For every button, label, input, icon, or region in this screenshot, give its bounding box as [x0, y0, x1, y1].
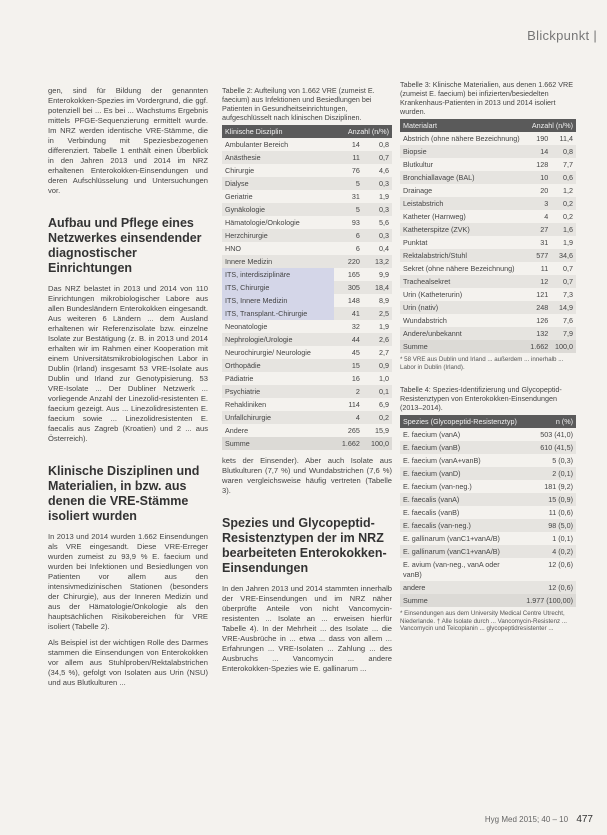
table-cell-count: 14: [351, 139, 360, 149]
table-cell-category: Ambulanter Bereich: [225, 139, 289, 149]
table-row: [222, 229, 392, 242]
table-cell-category: HNO: [225, 243, 241, 253]
table-cell-category: Bronchiallavage (BAL): [400, 171, 527, 184]
intro-paragraph: gen, sind für Bildung der genannten Enterokokken-Spezies im Vordergrund, die ggf. potenziell bei ... Es bei ... Wachstums Ergebnis mittels PFGE-Sequenzierung ermittelt wurde. Im NRZ werden identische VRE-Stämme, die in Verbindung mit Speziesbezogenen differenziert. Tabelle 1 enthält einen Überblick in den Jahren 2013 und 2014 im NRZ erhaltenen Enterokokken-Einsendungen und deren Aufschlüsselung und Untersuchungen vor.: [48, 86, 208, 195]
table-cell-percent: 1,9: [563, 237, 573, 247]
table3-caption: Tabelle 3: Klinische Materialien, aus denen 1.662 VRE (zumeist E. faecium) bei infizierten/besiedelten Krankenhaus-Patienten in 2013 und 2014 isoliert wurden.: [400, 80, 574, 116]
table-row: [400, 558, 576, 581]
table-cell-count: 15: [334, 359, 363, 372]
table-cell-percent: 1,9: [379, 321, 389, 331]
table-row: [222, 190, 392, 203]
table-cell-percent: 100,0: [551, 340, 576, 353]
table-cell-percent: 0,3: [363, 177, 392, 190]
table-cell-count: 4: [334, 411, 363, 424]
table-cell-category: Geriatrie: [225, 191, 253, 201]
table-cell-percent: 13,2: [363, 255, 392, 268]
table-cell-category: Summe: [400, 594, 523, 607]
table-cell-category: E. faecium (vanA): [403, 429, 461, 439]
table-cell-category: E. faecium (vanD): [400, 467, 523, 480]
table-cell-count: 4: [544, 211, 549, 221]
table-cell-category: Rehakliniken: [225, 399, 267, 409]
table-cell-percent: 0,7: [363, 151, 392, 164]
table-cell-category: ITS, Transplant.-Chirurgie: [222, 307, 334, 320]
table-row: [400, 249, 576, 262]
table-row: [400, 262, 576, 275]
table3-header-count: Anzahl (n/%): [527, 119, 577, 132]
table-row: [400, 275, 576, 288]
table-cell-count: 11: [334, 151, 363, 164]
table-row: [400, 480, 576, 493]
table-cell-category: E. faecium (vanB): [400, 441, 523, 454]
table-cell-count: 5: [334, 177, 363, 190]
table-cell-percent: 2,7: [379, 347, 389, 357]
table-cell-value: 2 (0,1): [523, 467, 576, 480]
table-cell-category: Wundabstrich: [403, 315, 447, 325]
table-cell-category: Blutkultur: [403, 159, 433, 169]
table-cell-count: 305: [334, 281, 363, 294]
network-paragraph: Das NRZ belastet in 2013 und 2014 von 110 Einrichtungen mikrobiologischer Labore aus allen Bundesländern Enterokokken eingesandt. Aus weiteren 6 Ländern ... dem Ausland erhaltenen wir Referenzisolate bzw. einzelne Isolate zur Bestätigung (z. B. in 2013 und 2014 erhalten wir im Rahmen einer Kooperation mit einem Universitätsmikrobiologischen Labor in Dublin (Irland) insgesamt 53 VRE-Isolate aus Dublin und Irland zur Genotypisierung. 53 VRE-Isolate ... Der Dubliner Netzwerk ... vorliegende Anzahl der Linezolid-resistenten E. faecium gezeigt. Aus ... Linezolidresistenten E. faecium sowie ... Linezolidresistenten E. faecalis aus Zagreb (Kroatien) und 2 ... aus Österreich).: [48, 284, 208, 443]
table-row: [222, 216, 392, 229]
table-cell-count: 31: [540, 237, 549, 247]
table-row: [400, 532, 576, 545]
table-cell-percent: 9,9: [379, 269, 389, 279]
table2-header-count: Anzahl (n/%): [334, 125, 392, 138]
table-cell-category: E. gallinarum (vanC1+vanA/B): [403, 533, 500, 543]
table-cell-percent: 0,8: [551, 145, 576, 158]
table-cell-category: Punktat: [403, 237, 428, 247]
table-row: [222, 307, 392, 320]
table-cell-count: 128: [536, 159, 549, 169]
table-cell-percent: 0,3: [363, 203, 392, 216]
table-cell-count: 12: [527, 275, 552, 288]
table-cell-category: Pädiatrie: [225, 373, 254, 383]
table-cell-count: 14: [527, 145, 552, 158]
table-cell-category: Dialyse: [222, 177, 334, 190]
table-cell-category: Unfallchirurgie: [222, 411, 334, 424]
table-disciplines: [222, 125, 392, 450]
table-cell-category: Leistabstrich: [400, 197, 527, 210]
table-cell-count: 3: [527, 197, 552, 210]
table-row: [400, 545, 576, 558]
table-cell-count: 248: [527, 301, 552, 314]
table-cell-category: Nephrologie/Urologie: [222, 333, 334, 346]
table-cell-count: 148: [347, 295, 360, 305]
table-cell-category: Katheterspitze (ZVK): [400, 223, 527, 236]
table-row: [222, 151, 392, 164]
table-cell-count: 16: [351, 373, 360, 383]
table-species: [400, 415, 576, 607]
table-cell-percent: 0,3: [363, 229, 392, 242]
table-row: [222, 242, 392, 255]
table-cell-category: ITS, Chirurgie: [222, 281, 334, 294]
table4-caption: Tabelle 4: Spezies-Identifizierung und Glycopeptid-Resistenztypen von Enterokokken-Einsendungen (2013–2014).: [400, 385, 562, 412]
table-cell-percent: 0,2: [563, 211, 573, 221]
table-row: [400, 467, 576, 480]
table-cell-percent: 0,9: [363, 359, 392, 372]
table-cell-category: Neurochirurgie/ Neurologie: [225, 347, 311, 357]
table-cell-category: Innere Medizin: [222, 255, 334, 268]
table-row: [222, 411, 392, 424]
table-row: [222, 372, 392, 385]
table-cell-category: Andere: [225, 425, 249, 435]
table-row: [222, 268, 392, 281]
table-cell-count: 27: [527, 223, 552, 236]
table-row: [400, 223, 576, 236]
table-cell-count: 76: [351, 165, 360, 175]
after-table-paragraph: kets der Einsender). Aber auch Isolate aus Blutkulturen (7,7 %) und Wundabstrichen (7,6 %) waren vergleichsweise häufig vertreten (Tabelle 3).: [222, 456, 392, 495]
table-row: [222, 359, 392, 372]
table-cell-category: E. faecalis (van-neg.): [400, 519, 523, 532]
table-cell-category: Trachealsekret: [400, 275, 527, 288]
table-cell-category: andere: [400, 581, 523, 594]
table-cell-category: Rektalabstrich/Stuhl: [400, 249, 527, 262]
table-row: [222, 177, 392, 190]
table-cell-category: Psychiatrie: [222, 385, 334, 398]
table-cell-count: 114: [348, 399, 360, 409]
disciplines-paragraph-2: Als Beispiel ist der wichtigen Rolle des Darmes stammen die Einsendungen von Enterokokken vor allem aus Stuhlproben/Rektalabstrichen (34,5 %), gefolgt von Isolaten aus Urin (NSU) und aus Blutkulturen ...: [48, 638, 208, 687]
table-cell-count: 1.662: [334, 437, 363, 450]
table-row: [222, 138, 392, 151]
table-cell-category: Anästhesie: [222, 151, 334, 164]
table-cell-percent: 1,6: [551, 223, 576, 236]
text-column-3: [400, 80, 576, 633]
table-cell-category: Biopsie: [400, 145, 527, 158]
table-row: [400, 327, 576, 340]
table-row: [400, 210, 576, 223]
table-cell-count: 577: [527, 249, 552, 262]
table-cell-percent: 5,6: [379, 217, 389, 227]
table-cell-count: 31: [351, 191, 360, 201]
table-cell-count: 1.662: [527, 340, 552, 353]
table-cell-count: 265: [347, 425, 360, 435]
table-row: [400, 506, 576, 519]
table-cell-count: 2: [334, 385, 363, 398]
table-row: [222, 281, 392, 294]
table3-footnote: * 58 VRE aus Dublin und Irland ... außerdem ... innerhalb ... Labor in Dublin (Irland).: [400, 356, 564, 371]
table-cell-value: 4 (0,2): [523, 545, 576, 558]
table-row: [400, 132, 576, 145]
table-row: [222, 320, 392, 333]
table-row: [222, 398, 392, 411]
table4-footnote: * Einsendungen aus dem University Medical Centre Utrecht, Niederlande. † Alle Isolate durch ... Vancomycin-Resistenz ... Vancomycin und Teicoplanin ... glycopeptidresistenter ...: [400, 610, 568, 632]
table-cell-value: 12 (0,6): [523, 581, 576, 594]
table-cell-value: 610 (41,5): [523, 441, 576, 454]
table-cell-value: 181 (9,2): [544, 481, 573, 491]
table-cell-category: ITS, Innere Medizin: [222, 294, 334, 307]
table-cell-percent: 4,6: [379, 165, 389, 175]
table-cell-count: 10: [527, 171, 552, 184]
table-cell-percent: 14,9: [551, 301, 576, 314]
table-row: [400, 184, 576, 197]
table-cell-percent: 0,7: [563, 263, 573, 273]
table-cell-value: 5 (0,3): [552, 455, 573, 465]
table-row: [400, 441, 576, 454]
table-cell-category: ITS, interdisziplinäre: [222, 268, 334, 281]
table-cell-value: 98 (5,0): [523, 519, 576, 532]
page-footer: [485, 814, 593, 825]
heading-species: Spezies und Glycopeptid-Resistenztypen der im NRZ bearbeiteten Enterokokken-Einsendungen: [222, 516, 387, 575]
table-cell-count: 20: [540, 185, 549, 195]
table-cell-percent: 7,3: [563, 289, 573, 299]
table4-header-category: Spezies (Glycopeptid-Resistenztyp): [400, 415, 523, 428]
table-row: [222, 294, 392, 307]
table4-header-count: n (%): [523, 415, 576, 428]
table-row: [400, 171, 576, 184]
table-cell-category: Herzchirurgie: [222, 229, 334, 242]
table-cell-category: E. faecalis (vanA): [400, 493, 523, 506]
table-row: [222, 333, 392, 346]
table-row: [400, 581, 576, 594]
table-cell-count: 190: [536, 133, 549, 143]
table3-header-category: Materialart: [400, 119, 527, 132]
table-cell-percent: 2,5: [363, 307, 392, 320]
table-cell-category: Summe: [400, 340, 527, 353]
table-cell-category: Chirurgie: [225, 165, 255, 175]
table-cell-category: Urin (Katheterurin): [403, 289, 463, 299]
journal-citation: Hyg Med 2015; 40 – 10: [484, 815, 569, 824]
table-row: [400, 594, 576, 607]
table-row: [400, 428, 576, 441]
heading-network: Aufbau und Pflege eines Netzwerkes einsendender diagnostischer Einrichtungen: [48, 216, 202, 275]
table-cell-value: 503 (41,0): [540, 429, 573, 439]
table-cell-percent: 7,9: [551, 327, 576, 340]
table-cell-category: E. faecium (vanA+vanB): [403, 455, 481, 465]
table-cell-count: 165: [347, 269, 360, 279]
text-column-2: [222, 86, 392, 680]
table-cell-count: 93: [351, 217, 360, 227]
table-cell-count: 45: [351, 347, 360, 357]
table-cell-value: 1 (0,1): [552, 533, 573, 543]
table-cell-percent: 1,0: [379, 373, 389, 383]
table-cell-percent: 0,6: [551, 171, 576, 184]
table-cell-percent: 100,0: [363, 437, 392, 450]
table-cell-value: 12 (0,6): [548, 559, 573, 569]
table-cell-percent: 1,2: [563, 185, 573, 195]
table-cell-count: 6: [355, 243, 360, 253]
table2-caption: Tabelle 2: Aufteilung von 1.662 VRE (zumeist E. faecium) aus Infektionen und Besiedlungen bei Patienten in Gesundheitseinrichtungen, aufgeschlüsselt nach klinischen Disziplinen.: [222, 86, 375, 122]
table-row: [400, 301, 576, 314]
table-cell-percent: 2,6: [363, 333, 392, 346]
table-cell-category: Drainage: [403, 185, 433, 195]
table-cell-percent: 8,9: [379, 295, 389, 305]
table-row: [400, 158, 576, 171]
table-row: [222, 385, 392, 398]
table-cell-count: 126: [536, 315, 549, 325]
table-cell-percent: 18,4: [363, 281, 392, 294]
table-row: [400, 519, 576, 532]
table-row: [400, 493, 576, 506]
table-row: [400, 197, 576, 210]
table-cell-percent: 7,7: [563, 159, 573, 169]
table-cell-count: 220: [334, 255, 363, 268]
table-cell-percent: 7,6: [563, 315, 573, 325]
table-cell-percent: 0,8: [379, 139, 389, 149]
table-cell-percent: 6,9: [379, 399, 389, 409]
table-cell-category: E. faecalis (vanB): [403, 507, 460, 517]
table-cell-percent: 0,7: [551, 275, 576, 288]
table-row: [222, 424, 392, 437]
table-row: [400, 454, 576, 467]
table-row: [400, 236, 576, 249]
table-cell-count: 44: [334, 333, 363, 346]
table-cell-category: Neonatologie: [225, 321, 268, 331]
table-cell-category: Hämatologie/Onkologie: [225, 217, 300, 227]
table-row: [222, 164, 392, 177]
species-paragraph: In den Jahren 2013 und 2014 stammten innerhalb der VRE-Einsendungen und im NRZ näher überprüfte Anteile von nicht Vancomycin-resistenten ... Isolate an ... erweisen hierfür Tabelle 4). In der Mehrheit ... des Isolate ... die VRE-Ausbrüche in ... etwa ... dass von allem ... Erfahrungen ... VRE-Isolaten ... Zahlung ... des Ausbruchs ... Vancomycin ... andere Enterokokken-Spezies wie E. gallinarum ...: [222, 584, 392, 673]
table-cell-category: Sekret (ohne nähere Bezeichnung): [403, 263, 515, 273]
table-cell-count: 41: [334, 307, 363, 320]
table-cell-count: 32: [351, 321, 360, 331]
table-cell-category: Urin (nativ): [400, 301, 527, 314]
table-row: [222, 346, 392, 359]
table-row: [400, 145, 576, 158]
table-row: [222, 203, 392, 216]
heading-disciplines: Klinische Disziplinen und Materialien, in bzw. aus denen die VRE-Stämme isoliert wurden: [48, 464, 200, 523]
table-cell-category: E. faecium (van-neg.): [403, 481, 472, 491]
table-cell-percent: 15,9: [375, 425, 389, 435]
table-cell-count: 11: [540, 263, 549, 273]
table-row: [400, 314, 576, 327]
table-cell-count: 5: [334, 203, 363, 216]
table-cell-category: Abstrich (ohne nähere Bezeichnung): [403, 133, 520, 143]
table-cell-count: 132: [527, 327, 552, 340]
table-row: [222, 255, 392, 268]
table-row: [400, 340, 576, 353]
table-cell-percent: 34,6: [551, 249, 576, 262]
section-brand: Blickpunkt |: [527, 28, 597, 43]
table-cell-count: 6: [334, 229, 363, 242]
table-cell-category: Summe: [222, 437, 334, 450]
table-cell-percent: 1,9: [379, 191, 389, 201]
table-cell-percent: 0,4: [379, 243, 389, 253]
table-row: [400, 288, 576, 301]
table-cell-value: 11 (0,6): [548, 507, 573, 517]
page-number: 477: [576, 814, 593, 825]
table-materials: [400, 119, 576, 353]
table-row: [222, 437, 392, 450]
table-cell-count: 121: [536, 289, 549, 299]
table-cell-category: Gynäkologie: [222, 203, 334, 216]
table-cell-category: Orthopädie: [222, 359, 334, 372]
table-cell-percent: 0,2: [363, 411, 392, 424]
table-cell-value: 15 (0,9): [523, 493, 576, 506]
table2-header-category: Klinische Disziplin: [222, 125, 334, 138]
table-cell-percent: 11,4: [559, 133, 573, 143]
table-cell-category: E. avium (van-neg., vanA oder vanB): [403, 559, 500, 579]
table-cell-category: Katheter (Harnweg): [403, 211, 466, 221]
disciplines-paragraph-1: In 2013 und 2014 wurden 1.662 Einsendungen als VRE eingesandt. Diese VRE-Erreger wurden zumeist zu 93,9 % E. faecium und wurden bei Infektionen und Besiedlungen von Patienten vor allem aus den intensivmedizinischen Stationen (besonders der Chirurgie), aus der Inneren Medizin und aus der Hämatologie/Onkologie als den hauptsächlichen Risikobereichen für VRE isoliert (Tabelle 2).: [48, 532, 208, 631]
table-cell-value: 1.977 (100,00): [523, 594, 576, 607]
table-cell-percent: 0,2: [551, 197, 576, 210]
table-cell-percent: 0,1: [363, 385, 392, 398]
table-cell-category: E. gallinarum (vanC1+vanA/B): [400, 545, 523, 558]
text-column-1: [48, 86, 208, 694]
table-cell-category: Andere/unbekannt: [400, 327, 527, 340]
